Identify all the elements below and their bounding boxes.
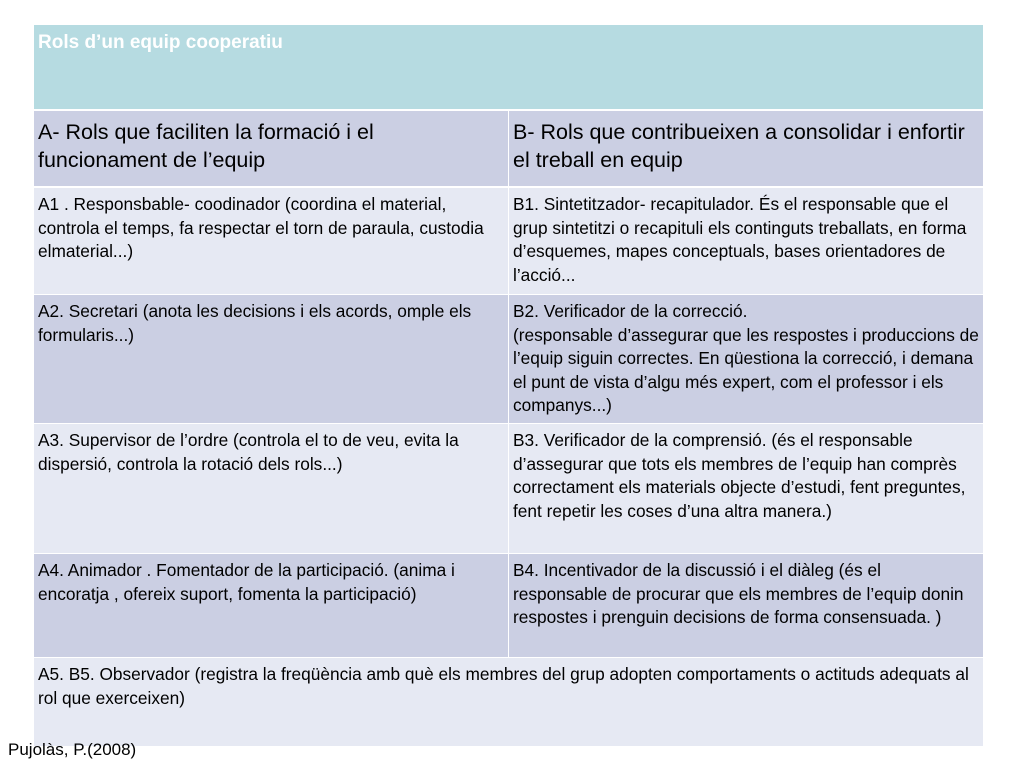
table-row (34, 187, 984, 295)
role-a2-cell (34, 295, 509, 424)
table-title-row (34, 25, 984, 111)
table-row (34, 295, 984, 424)
role-b2-text: B2. Verificador de la correcció. (responsable d’assegurar que les respostes i produccions de l’equip siguin correctes. En qüestiona la correcció, i demana el punt de vista d’algu més expert, com el professor i els companys...) (513, 301, 979, 415)
role-a1-cell (34, 187, 509, 295)
role-b4-cell (509, 554, 984, 658)
role-a1-text: A1 . Responsbable- coodinador (coordina el material, controla el temps, fa respectar el torn de paraula, custodia elmaterial...) (38, 194, 484, 261)
role-a5-b5-cell (34, 658, 984, 747)
header-col-b: B- Rols que contribueixen a consolidar i enfortir el treball en equip (509, 110, 984, 187)
table-row (34, 554, 984, 658)
role-a4-cell (34, 554, 509, 658)
role-a3-text: A3. Supervisor de l’ordre (controla el to de veu, evita la dispersió, controla la rotació dels rols...) (38, 430, 459, 474)
role-a4-text: A4. Animador . Fomentador de la participació. (anima i encoratja , ofereix suport, fomenta la participació) (38, 560, 455, 604)
table-header-row (34, 110, 984, 187)
table-title: Rols d’un equip cooperatiu (34, 25, 984, 111)
table-row (34, 658, 984, 747)
role-b3-cell (509, 424, 984, 554)
role-b1-cell (509, 187, 984, 295)
role-b1-text: B1. Sintetitzador- recapitulador. És el responsable que el grup sintetitzi o recapituli els continguts treballats, en forma d’esquemes, mapes conceptuals, bases orientadores de l’acció... (513, 194, 967, 285)
role-a3-cell (34, 424, 509, 554)
role-b2-cell (509, 295, 984, 424)
header-col-a: A- Rols que faciliten la formació i el funcionament de l’equip (34, 110, 509, 187)
table-row (34, 424, 984, 554)
citation: Pujolàs, P.(2008) (8, 740, 137, 759)
role-a5-b5-text: A5. B5. Observador (registra la freqüència amb què els membres del grup adopten comportaments o actituds adequats al rol que exerceixen) (38, 664, 969, 708)
roles-table (33, 24, 984, 747)
role-a2-text: A2. Secretari (anota les decisions i els acords, omple els formularis...) (38, 301, 472, 345)
role-b3-text: B3. Verificador de la comprensió. (és el responsable d’assegurar que tots els membres de l’equip han comprès correctament els materials objecte d’estudi, fent preguntes, fent repetir les coses d’una altra manera.) (513, 430, 966, 521)
role-b4-text: B4. Incentivador de la discussió i el diàleg (és el responsable de procurar que els membres de l’equip donin respostes i prenguin decisions de forma consensuada. ) (513, 560, 964, 627)
